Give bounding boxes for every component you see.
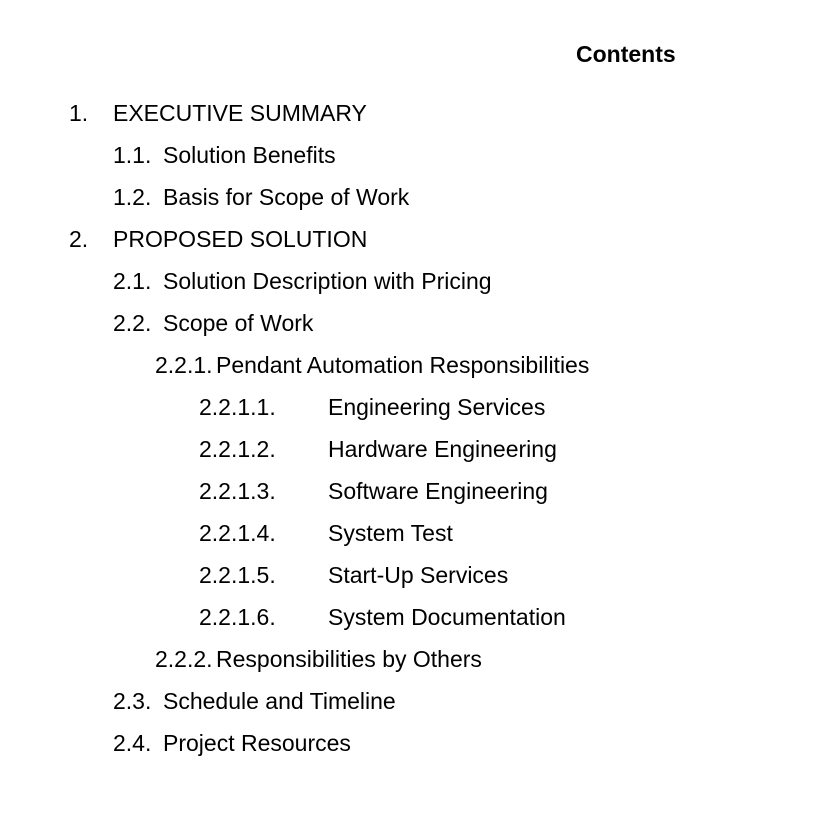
toc-entry-number: 2.3. <box>113 688 152 714</box>
toc-entry-number: 2.2.1.2. <box>199 436 276 462</box>
toc-entry-text: EXECUTIVE SUMMARY <box>113 100 367 126</box>
toc-entry-text: System Documentation <box>328 604 566 630</box>
toc-entry-text: Solution Benefits <box>163 142 336 168</box>
toc-entry-text: PROPOSED SOLUTION <box>113 226 368 252</box>
toc-entry-text: Pendant Automation Responsibilities <box>216 352 590 378</box>
toc-entry-number: 2.2.1.4. <box>199 520 276 546</box>
toc-entry-number: 2.4. <box>113 730 152 756</box>
toc-entry-number: 1.2. <box>113 184 152 210</box>
toc-entry-text: Start-Up Services <box>328 562 509 588</box>
toc-entry-number: 2.2.1.1. <box>199 394 276 420</box>
toc-entry-text: Hardware Engineering <box>328 436 557 462</box>
page-title: Contents <box>576 41 676 67</box>
toc-entry-text: Basis for Scope of Work <box>163 184 410 210</box>
toc-entry-number: 2.2.1.6. <box>199 604 276 630</box>
toc-entry-number: 2. <box>69 226 89 252</box>
toc-entry-text: System Test <box>328 520 453 546</box>
toc-entry-text: Engineering Services <box>328 394 546 420</box>
toc-entry-text: Scope of Work <box>163 310 314 336</box>
toc-entry-number: 2.2. <box>113 310 152 336</box>
toc-entry-text: Project Resources <box>163 730 351 756</box>
toc-entry-number: 2.2.1.5. <box>199 562 276 588</box>
toc-entry-number: 2.1. <box>113 268 152 294</box>
toc-entry-text: Schedule and Timeline <box>163 688 396 714</box>
toc-entry-number: 2.2.1.3. <box>199 478 276 504</box>
toc-entry-number: 2.2.1. <box>155 352 213 378</box>
toc-entry-text: Responsibilities by Others <box>216 646 482 672</box>
toc-entry-number: 2.2.2. <box>155 646 213 672</box>
toc-entry-text: Software Engineering <box>328 478 548 504</box>
toc-entry-number: 1.1. <box>113 142 152 168</box>
toc-entry-text: Solution Description with Pricing <box>163 268 492 294</box>
toc-entry-number: 1. <box>69 100 89 126</box>
